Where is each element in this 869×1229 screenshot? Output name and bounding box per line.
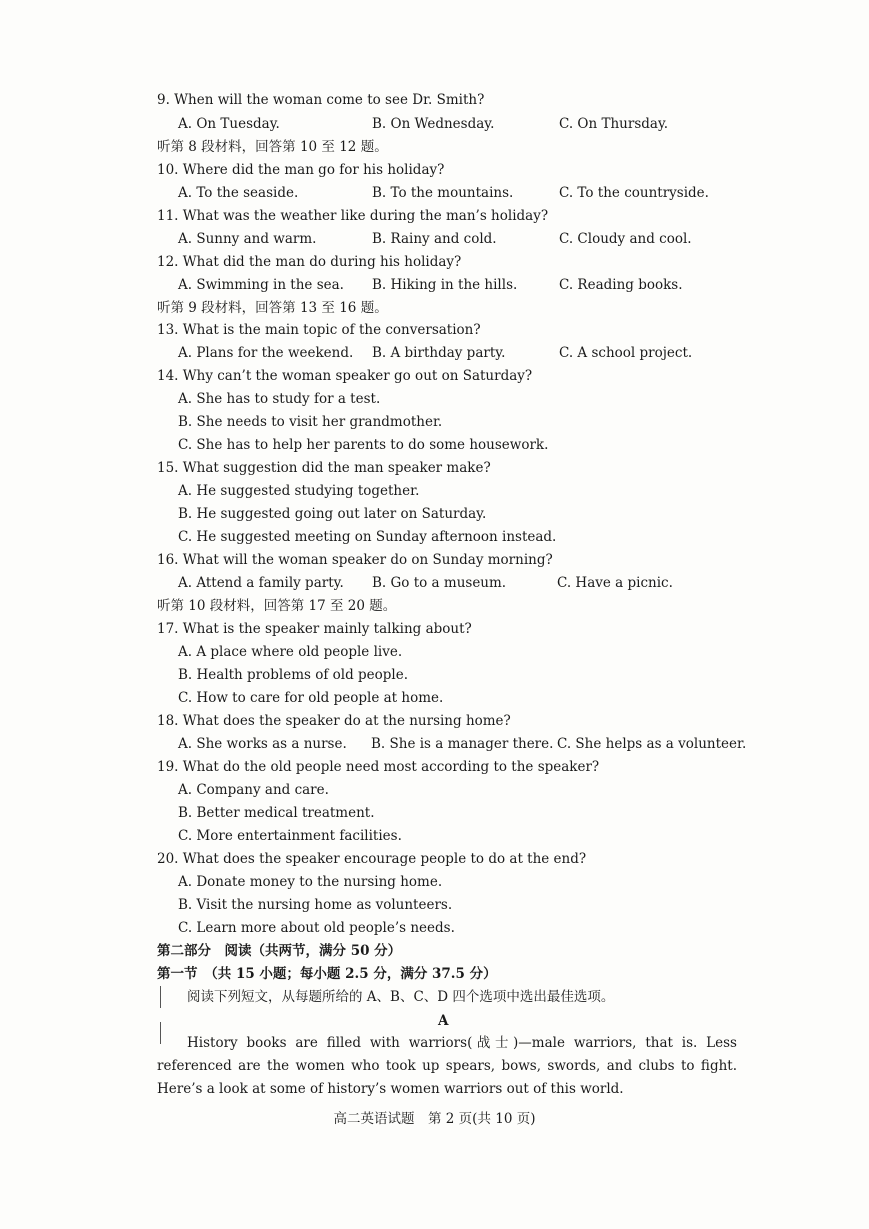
question-16-option-a: A. Attend a family party. xyxy=(178,575,344,591)
question-10-option-b: B. To the mountains. xyxy=(372,185,514,201)
part-2-heading: 第二部分 阅读（共两节，满分 50 分） xyxy=(157,943,402,959)
question-19-option-b: B. Better medical treatment. xyxy=(178,805,375,821)
page-footer: 高二英语试题 第 2 页(共 10 页) xyxy=(333,1111,536,1127)
question-20-option-a: A. Donate money to the nursing home. xyxy=(178,874,443,890)
question-9-option-a: A. On Tuesday. xyxy=(178,116,280,132)
question-20-stem: 20. What does the speaker encourage people to do at the end? xyxy=(157,851,587,867)
question-18-option-b: B. She is a manager there. xyxy=(371,736,554,752)
question-12-option-b: B. Hiking in the hills. xyxy=(372,277,518,293)
question-16-option-c: C. Have a picnic. xyxy=(557,575,673,591)
section-10-heading: 听第 10 段材料，回答第 17 至 20 题。 xyxy=(157,598,397,614)
question-13-option-a: A. Plans for the weekend. xyxy=(178,345,354,361)
question-18-option-c: C. She helps as a volunteer. xyxy=(557,736,747,752)
question-19-stem: 19. What do the old people need most according to the speaker? xyxy=(157,759,600,775)
question-10-option-c: C. To the countryside. xyxy=(559,185,709,201)
question-11-option-b: B. Rainy and cold. xyxy=(372,231,497,247)
question-9-option-b: B. On Wednesday. xyxy=(372,116,495,132)
question-14-option-b: B. She needs to visit her grandmother. xyxy=(178,414,443,430)
question-13-option-b: B. A birthday party. xyxy=(372,345,506,361)
question-13-option-c: C. A school project. xyxy=(559,345,693,361)
question-12-option-c: C. Reading books. xyxy=(559,277,683,293)
margin-bracket-top xyxy=(160,986,161,1008)
question-11-option-c: C. Cloudy and cool. xyxy=(559,231,692,247)
question-16-stem: 16. What will the woman speaker do on Sunday morning? xyxy=(157,552,553,568)
question-15-stem: 15. What suggestion did the man speaker make? xyxy=(157,460,491,476)
passage-paragraph: History books are filled with warriors(战士)—male warriors, that is. Less referenced are the women who took up spears, bows, swords, and clubs to fight. Here’s a look at some of history’s women warriors out of this world. xyxy=(157,1035,737,1097)
question-14-stem: 14. Why can’t the woman speaker go out on Saturday? xyxy=(157,368,533,384)
section-1-heading: 第一节 （共 15 小题；每小题 2.5 分，满分 37.5 分） xyxy=(157,966,497,982)
question-19-option-c: C. More entertainment facilities. xyxy=(178,828,402,844)
question-17-option-b: B. Health problems of old people. xyxy=(178,667,409,683)
question-11-stem: 11. What was the weather like during the man’s holiday? xyxy=(157,208,549,224)
question-16-option-b: B. Go to a museum. xyxy=(372,575,507,591)
question-9-stem: 9. When will the woman come to see Dr. Smith? xyxy=(157,92,485,108)
question-10-option-a: A. To the seaside. xyxy=(178,185,299,201)
question-15-option-b: B. He suggested going out later on Saturday. xyxy=(178,506,487,522)
reading-instruction: 阅读下列短文，从每题所给的 A、B、C、D 四个选项中选出最佳选项。 xyxy=(187,989,615,1005)
question-17-stem: 17. What is the speaker mainly talking about? xyxy=(157,621,472,637)
question-18-option-a: A. She works as a nurse. xyxy=(178,736,347,752)
question-9-option-c: C. On Thursday. xyxy=(559,116,669,132)
question-17-option-c: C. How to care for old people at home. xyxy=(178,690,444,706)
question-17-option-a: A. A place where old people live. xyxy=(178,644,403,660)
section-9-heading: 听第 9 段材料，回答第 13 至 16 题。 xyxy=(157,300,388,316)
question-13-stem: 13. What is the main topic of the conversation? xyxy=(157,322,481,338)
question-14-option-a: A. She has to study for a test. xyxy=(178,391,381,407)
question-15-option-a: A. He suggested studying together. xyxy=(178,483,420,499)
question-14-option-c: C. She has to help her parents to do some housework. xyxy=(178,437,549,453)
question-19-option-a: A. Company and care. xyxy=(178,782,329,798)
question-18-stem: 18. What does the speaker do at the nursing home? xyxy=(157,713,511,729)
question-11-option-a: A. Sunny and warm. xyxy=(178,231,317,247)
question-15-option-c: C. He suggested meeting on Sunday afternoon instead. xyxy=(178,529,557,545)
question-12-stem: 12. What did the man do during his holiday? xyxy=(157,254,462,270)
question-12-option-a: A. Swimming in the sea. xyxy=(178,277,344,293)
passage-letter: A xyxy=(438,1013,449,1029)
question-20-option-c: C. Learn more about old people’s needs. xyxy=(178,920,455,936)
section-8-heading: 听第 8 段材料，回答第 10 至 12 题。 xyxy=(157,139,388,155)
question-20-option-b: B. Visit the nursing home as volunteers. xyxy=(178,897,453,913)
question-10-stem: 10. Where did the man go for his holiday? xyxy=(157,162,445,178)
